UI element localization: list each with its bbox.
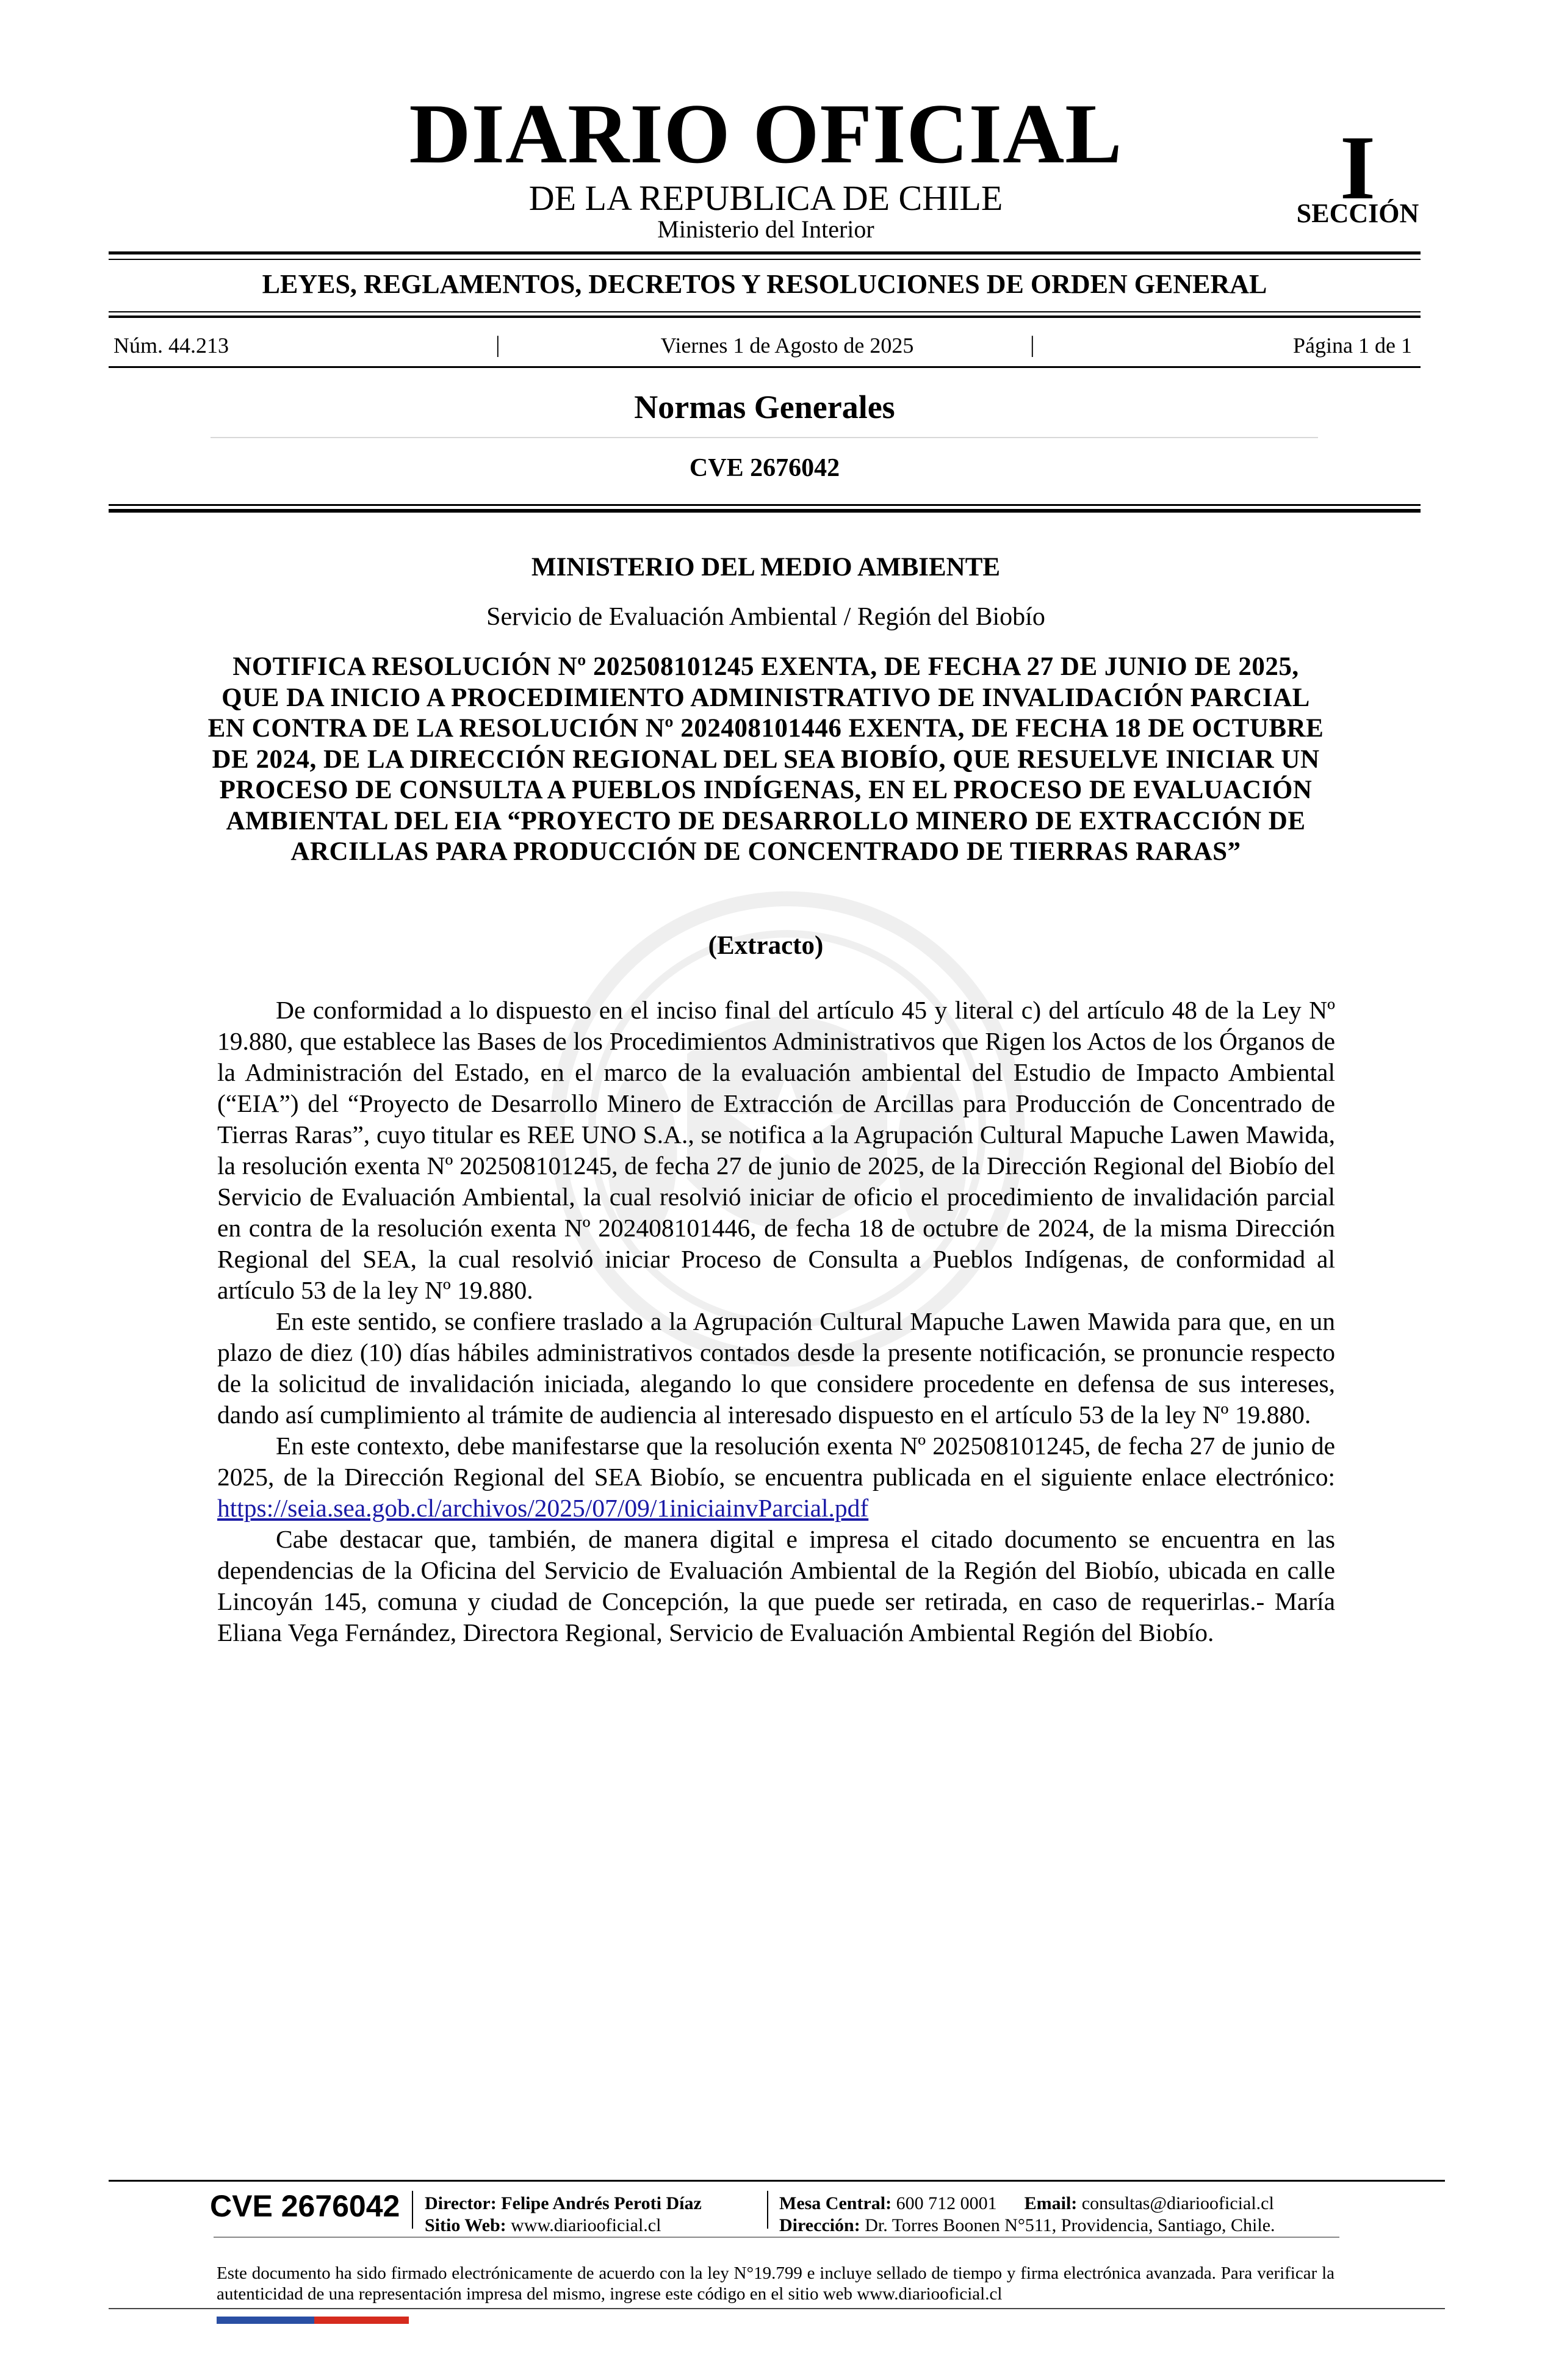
- director-name: Felipe Andrés Peroti Díaz: [501, 2193, 702, 2213]
- body-paragraph: Cabe destacar que, también, de manera digital e impresa el citado documento se encuentra en las dependencias de la Oficina del Servicio de Evaluación Ambiental de la Región del Biobío, ubicada en calle Lincoyán 145, comuna y ciudad de Concepción, la que puede ser retirada, en caso de requerirlas.- María Eliana Vega Fernández, Directora Regional, Servicio de Evaluación Ambiental Región del Biobío.: [217, 1525, 1335, 1646]
- footer-rule: [214, 2237, 1339, 2238]
- flag-stripe-blue: [217, 2317, 314, 2324]
- body-paragraph: De conformidad a lo dispuesto en el inciso final del artículo 45 y literal c) del artículo 48 de la Ley Nº 19.880, que establece las Bases de los Procedimientos Administrativos que Rigen los Actos de los Órganos de la Administración del Estado, en el marco de la evaluación ambiental del Estudio de Impacto Ambiental (“EIA”) del “Proyecto de Desarrollo Minero de Extracción de Arcillas para Producción de Concentrado de Tierras Raras”, cuyo titular es REE UNO S.A., se notifica a la Agrupación Cultural Mapuche Lawen Mawida, la resolución exenta Nº 202508101245, de fecha 27 de junio de 2025, de la Dirección Regional del Biobío del Servicio de Evaluación Ambiental, la cual resolvió iniciar de oficio el procedimiento de invalidación parcial en contra de la resolución exenta Nº 202408101446, de fecha 18 de octubre de 2024, de la misma Dirección Regional del SEA, la cual resolvió iniciar Proceso de Consulta a Pueblos Indígenas, de conformidad al artículo 53 de la ley Nº 19.880.: [217, 996, 1335, 1304]
- masthead-subtitle: DE LA REPUBLICA DE CHILE: [528, 178, 1003, 218]
- body-paragraph: En este sentido, se confiere traslado a la Agrupación Cultural Mapuche Lawen Mawida para que, en un plazo de diez (10) días hábiles administrativos contados desde la presente notificación, se pronuncie respecto de la solicitud de invalidación iniciada, alegando lo que considere procedente en defensa de sus intereses, dando así cumplimiento al trámite de audiencia al interesado dispuesto en el artículo 53 de la ley Nº 19.880.: [217, 1307, 1335, 1429]
- section-number: I: [1339, 117, 1376, 218]
- footer-rule: [109, 2180, 1445, 2182]
- category-divider: [211, 437, 1318, 438]
- issue-separator: |: [495, 332, 500, 358]
- footer-cve-code: CVE 2676042: [210, 2189, 400, 2223]
- meta-rule: [109, 366, 1421, 368]
- header-rule-thick: [109, 251, 1421, 254]
- site-value[interactable]: www.diariooficial.cl: [511, 2215, 661, 2235]
- issue-page: Página 1 de 1: [1293, 333, 1412, 358]
- resolution-link[interactable]: https://seia.sea.gob.cl/archivos/2025/07/09/1iniciainvParcial.pdf: [217, 1494, 869, 1522]
- footer-site: [425, 2216, 661, 2235]
- email-label: Email:: [1024, 2193, 1078, 2213]
- cve-code: CVE 2676042: [689, 454, 840, 482]
- masthead-title: DIARIO OFICIAL: [409, 87, 1123, 181]
- document-ministry: MINISTERIO DEL MEDIO AMBIENTE: [531, 553, 1001, 582]
- email-value[interactable]: consultas@diariooficial.cl: [1081, 2193, 1274, 2213]
- issue-date: Viernes 1 de Agosto de 2025: [660, 333, 914, 358]
- issue-separator: |: [1030, 332, 1035, 358]
- document-body: [217, 995, 1335, 1648]
- issue-number: Núm. 44.213: [113, 333, 229, 358]
- footer-rule: [109, 2308, 1445, 2309]
- footer-desk: [779, 2194, 1274, 2213]
- desk-label: Mesa Central:: [779, 2193, 892, 2213]
- cve-rule-thick: [109, 509, 1421, 513]
- cve-rule-thin: [109, 504, 1421, 506]
- section-label: SECCIÓN: [1296, 198, 1419, 228]
- footer-address: [779, 2216, 1275, 2235]
- footer-disclaimer: Este documento ha sido firmado electrónicamente de acuerdo con la ley N°19.799 e incluye sellado de tiempo y firma electrónica avanzada. Para verificar la autenticidad de una representación impresa del mismo, ingrese este código en el sitio web www.diariooficial.cl: [217, 2263, 1334, 2304]
- footer-separator: [412, 2191, 413, 2229]
- banner-title: LEYES, REGLAMENTOS, DECRETOS Y RESOLUCIONES DE ORDEN GENERAL: [262, 269, 1267, 299]
- category-title: Normas Generales: [634, 389, 895, 425]
- header-rule-thin: [109, 259, 1421, 260]
- address-value: Dr. Torres Boonen N°511, Providencia, Santiago, Chile.: [865, 2215, 1275, 2235]
- banner-rule-thick: [109, 316, 1421, 318]
- banner-rule-thin: [109, 311, 1421, 312]
- footer-separator: [767, 2191, 768, 2229]
- document-headline: NOTIFICA RESOLUCIÓN Nº 202508101245 EXENTA, DE FECHA 27 DE JUNIO DE 2025, QUE DA INICIO A PROCEDIMIENTO ADMINISTRATIVO DE INVALIDACIÓN PARCIAL EN CONTRA DE LA RESOLUCIÓN Nº 202408101446 EXENTA, DE FECHA 18 DE OCTUBRE DE 2024, DE LA DIRECCIÓN REGIONAL DEL SEA BIOBÍO, QUE RESUELVE INICIAR UN PROCESO DE CONSULTA A PUEBLOS INDÍGENAS, EN EL PROCESO DE EVALUACIÓN AMBIENTAL DEL EIA “PROYECTO DE DESARROLLO MINERO DE EXTRACCIÓN DE ARCILLAS PARA PRODUCCIÓN DE CONCENTRADO DE TIERRAS RARAS”: [207, 652, 1324, 866]
- body-paragraph-text: En este contexto, debe manifestarse que la resolución exenta Nº 202508101245, de fecha 27 de junio de 2025, de la Dirección Regional del SEA Biobío, se encuentra publicada en el siguiente enlace electrónico:: [217, 1432, 1335, 1491]
- footer-director: [425, 2194, 702, 2213]
- masthead-ministry: Ministerio del Interior: [657, 215, 874, 243]
- extract-label: (Extracto): [708, 931, 824, 960]
- address-label: Dirección:: [779, 2215, 860, 2235]
- site-label: Sitio Web:: [425, 2215, 506, 2235]
- document-service: Servicio de Evaluación Ambiental / Región del Biobío: [486, 603, 1045, 631]
- flag-stripe-red: [314, 2317, 409, 2324]
- desk-value: 600 712 0001: [896, 2193, 997, 2213]
- body-paragraph: [217, 1430, 1335, 1524]
- director-label: Director:: [425, 2193, 497, 2213]
